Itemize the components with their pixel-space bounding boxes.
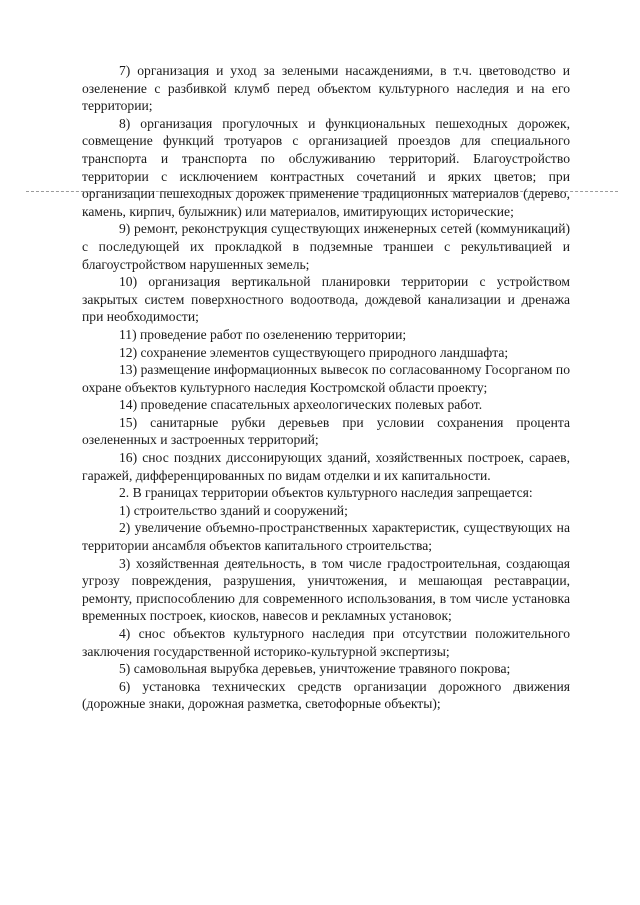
prohibition-item-4: 4) снос объектов культурного наследия при отсутствии положительного заключения государственной историко-культурной экспертизы; [82,626,570,659]
paragraph-item-9: 9) ремонт, реконструкция существующих инженерных сетей (коммуникаций) с последующей их прокладкой в подземные траншеи с рекультивацией и благоустройством нарушенных земель; [82,221,570,272]
paragraph-item-10: 10) организация вертикальной планировки территории с устройством закрытых систем поверхностного водоотвода, дождевой канализации и дренажа при необходимости; [82,274,570,325]
prohibition-item-1: 1) строительство зданий и сооружений; [119,502,348,518]
section-2-heading: 2. В границах территории объектов культурного наследия запрещается: [119,485,533,501]
paragraph-item-8: 8) организация прогулочных и функциональных пешеходных дорожек, совмещение функций тротуаров с организацией проездов для специального транспорта и транспорта по обслуживанию территорий. Благоустройство территории с исключением контрастных сочетаний и ярких цветов; при организации пешеходных дорожек применение традиционных материалов (дерево, камень, кирпич, булыжник) или материалов, имитирующих исторические; [82,115,570,219]
paragraph-item-16: 16) снос поздних диссонирующих зданий, хозяйственных построек, сараев, гаражей, дифференцированных по видам отделки и их капитальности. [82,450,570,483]
paragraph-item-11: 11) проведение работ по озеленению территории; [119,326,407,342]
prohibition-item-3: 3) хозяйственная деятельность, в том числе градостроительная, создающая угрозу повреждения, разрушения, уничтожения, и мешающая реставрации, ремонту, приспособлению для современного использования, в том числе установка временных построек, киосков, навесов и рекламных установок; [82,555,570,624]
paragraph-item-13: 13) размещение информационных вывесок по согласованному Госорганом по охране объектов культурного наследия Костромской области проекту; [82,362,570,395]
prohibition-item-2: 2) увеличение объемно-пространственных характеристик, существующих на территории ансамбля объектов капитального строительства; [82,520,570,554]
paragraph-item-15: 15) санитарные рубки деревьев при условии сохранения процента озелененных и застроенных территорий; [82,414,570,448]
prohibition-item-5: 5) самовольная вырубка деревьев, уничтожение травяного покрова; [119,661,511,677]
paragraph-item-12: 12) сохранение элементов существующего природного ландшафта; [119,344,509,360]
paragraph-item-7: 7) организация и уход за зелеными насаждениями, в т.ч. цветоводство и озеленение с разбивкой клумб перед объектом культурного наследия и на его территории; [82,63,570,114]
document-body [82,62,570,713]
paragraph-item-14: 14) проведение спасательных археологических полевых работ. [119,397,483,413]
prohibition-item-6: 6) установка технических средств организации дорожного движения (дорожные знаки, дорожная разметка, светофорные объекты); [82,678,570,712]
